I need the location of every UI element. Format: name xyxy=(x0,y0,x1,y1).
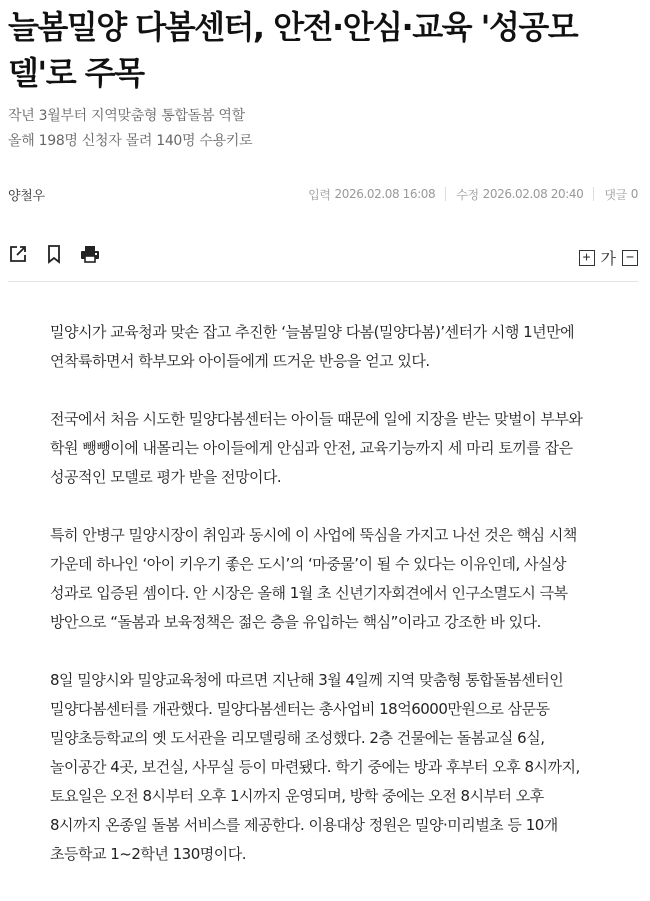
article-toolbar xyxy=(8,232,638,282)
byline-row xyxy=(8,180,638,208)
comments-label[interactable]: 댓글 xyxy=(604,187,627,202)
published-date: 2026.02.08 16:08 xyxy=(334,187,436,201)
article-paragraph: 8일 밀양시와 밀양교육청에 따르면 지난해 3월 4일께 지역 맞춤형 통합돌봄센터인 밀양다봄센터를 개관했다. 밀양다봄센터는 총사업비 18억6000만원으로 삼문동 밀양초등학교의 옛 도서관을 리모델링해 조성했다. 2층 건물에는 돌봄교실 6실, 놀이공간 4곳, 보건실, 사무실 등이 마련됐다. 학기 중에는 방과 후부터 오후 8시까지, 토요일은 오전 8시부터 오후 1시까지 운영되며, 방학 중에는 오전 8시부터 오후 8시까지 온종일 돌봄 서비스를 제공한다. 이용대상 정원은 밀양·미리벌초 등 10개 초등학교 1~2학년 130명이다. xyxy=(50,671,580,863)
article-actions xyxy=(8,232,100,264)
bookmark-icon[interactable] xyxy=(44,244,64,264)
subheading: 작년 3월부터 지역맞춤형 통합돌봄 역할 xyxy=(8,108,245,124)
article-paragraph: 전국에서 처음 시도한 밀양다봄센터는 아이들 때문에 일에 지장을 받는 맞벌이 부부와 학원 뺑뺑이에 내몰리는 아이들에게 안심과 안전, 교육기능까지 세 마리 토끼를 잡은 성공적인 모델로 평가 받을 전망이다. xyxy=(50,410,583,486)
author-name[interactable]: 양철우 xyxy=(8,188,45,204)
article-meta xyxy=(308,186,638,203)
share-icon[interactable] xyxy=(8,244,28,264)
font-decrease-button[interactable]: − xyxy=(622,250,638,266)
subheading: 올해 198명 신청자 몰려 140명 수용키로 xyxy=(8,133,253,149)
meta-divider xyxy=(445,187,446,201)
published-label: 입력 xyxy=(308,187,331,202)
font-size-controls xyxy=(579,232,638,269)
subheadings xyxy=(8,104,628,154)
modified-label: 수정 xyxy=(456,187,479,202)
comments-count[interactable]: 0 xyxy=(630,187,638,201)
article-paragraph: 밀양시가 교육청과 맞손 잡고 추진한 ‘늘봄밀양 다봄(밀양다봄)’센터가 시행 1년만에 연착륙하면서 학부모와 아이들에게 뜨거운 반응을 얻고 있다. xyxy=(50,323,575,370)
modified-date: 2026.02.08 20:40 xyxy=(482,187,584,201)
article-paragraph: 특히 안병구 밀양시장이 취임과 동시에 이 사업에 뚝심을 가지고 나선 것은 핵심 시책 가운데 하나인 ‘아이 키우기 좋은 도시’의 ‘마중물’이 될 수 있다는 이유인데, 사실상 성과로 입증된 셈이다. 안 시장은 올해 1월 초 신년기자회견에서 인구소멸도시 극복 방안으로 “돌봄과 보육정책은 젊은 층을 유입하는 핵심”이라고 강조한 바 있다. xyxy=(50,526,577,631)
article-headline: 늘봄밀양 다봄센터, 안전·안심·교육 '성공모델'로 주목 xyxy=(8,8,578,92)
print-icon[interactable] xyxy=(80,244,100,264)
article-body xyxy=(50,318,598,898)
font-size-label: 가 xyxy=(600,249,616,268)
meta-divider xyxy=(593,187,594,201)
font-increase-button[interactable]: + xyxy=(579,250,595,266)
